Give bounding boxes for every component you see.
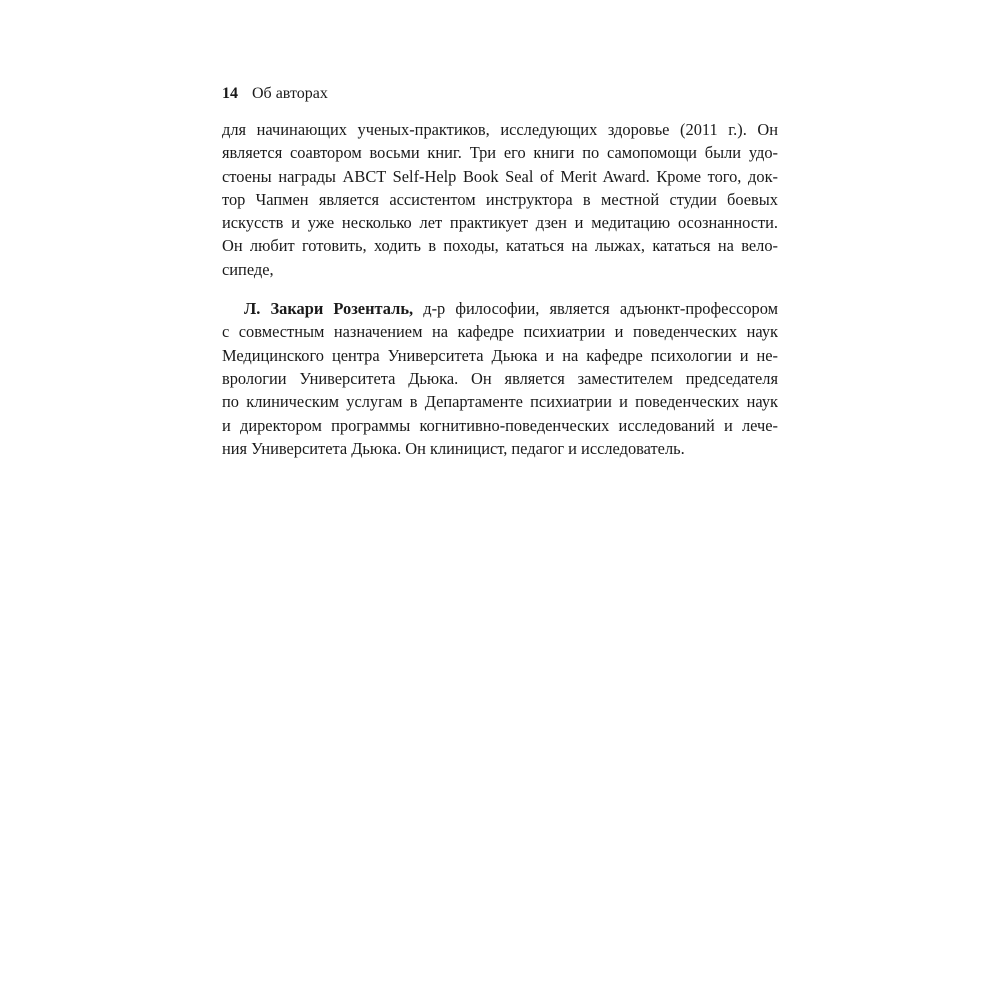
page-number: 14 (222, 85, 238, 102)
paragraph-chapman-bio (222, 118, 778, 281)
text-line: является соавтором восьми книг. Три его книги по самопомощи были удо- (222, 143, 778, 163)
text-line: и директором программы когнитивно-поведенческих исследований и лече- (222, 415, 778, 435)
text-line: стоены награды ABCT Self-Help Book Seal of Merit Award. Кроме того, док- (222, 166, 778, 186)
text-line-first (222, 297, 778, 320)
text-line: сипеде, (222, 259, 274, 279)
text-line: ния Университета Дьюка. Он клиницист, педагог и исследователь. (222, 438, 685, 458)
text-line: для начинающих ученых-практиков, исследующих здоровье (2011 г.). Он (222, 120, 778, 139)
text-line: Он любит готовить, ходить в походы, кататься на лыжах, кататься на вело- (222, 236, 778, 256)
text-line: тор Чапмен является ассистентом инструктора в местной студии боевых (222, 189, 778, 209)
paragraph-rosenthal-bio (222, 297, 778, 460)
text-line: Медицинского центра Университета Дьюка и на кафедре психологии и не- (222, 345, 778, 365)
text-line: по клиническим услугам в Департаменте психиатрии и поведенческих наук (222, 392, 778, 412)
body-text (222, 118, 778, 460)
section-title: Об авторах (252, 85, 328, 102)
paragraph-gap (222, 281, 778, 297)
first-line-rest: д-р философии, является адъюнкт-профессором (413, 299, 778, 319)
text-line: с совместным назначением на кафедре психиатрии и поведенческих наук (222, 322, 778, 342)
text-line: искусств и уже несколько лет практикует дзен и медитацию осознанности. (222, 213, 778, 233)
author-name: Л. Закари Розенталь, (244, 299, 414, 319)
running-head (222, 84, 328, 104)
text-line: врологии Университета Дьюка. Он является заместителем председателя (222, 368, 778, 388)
